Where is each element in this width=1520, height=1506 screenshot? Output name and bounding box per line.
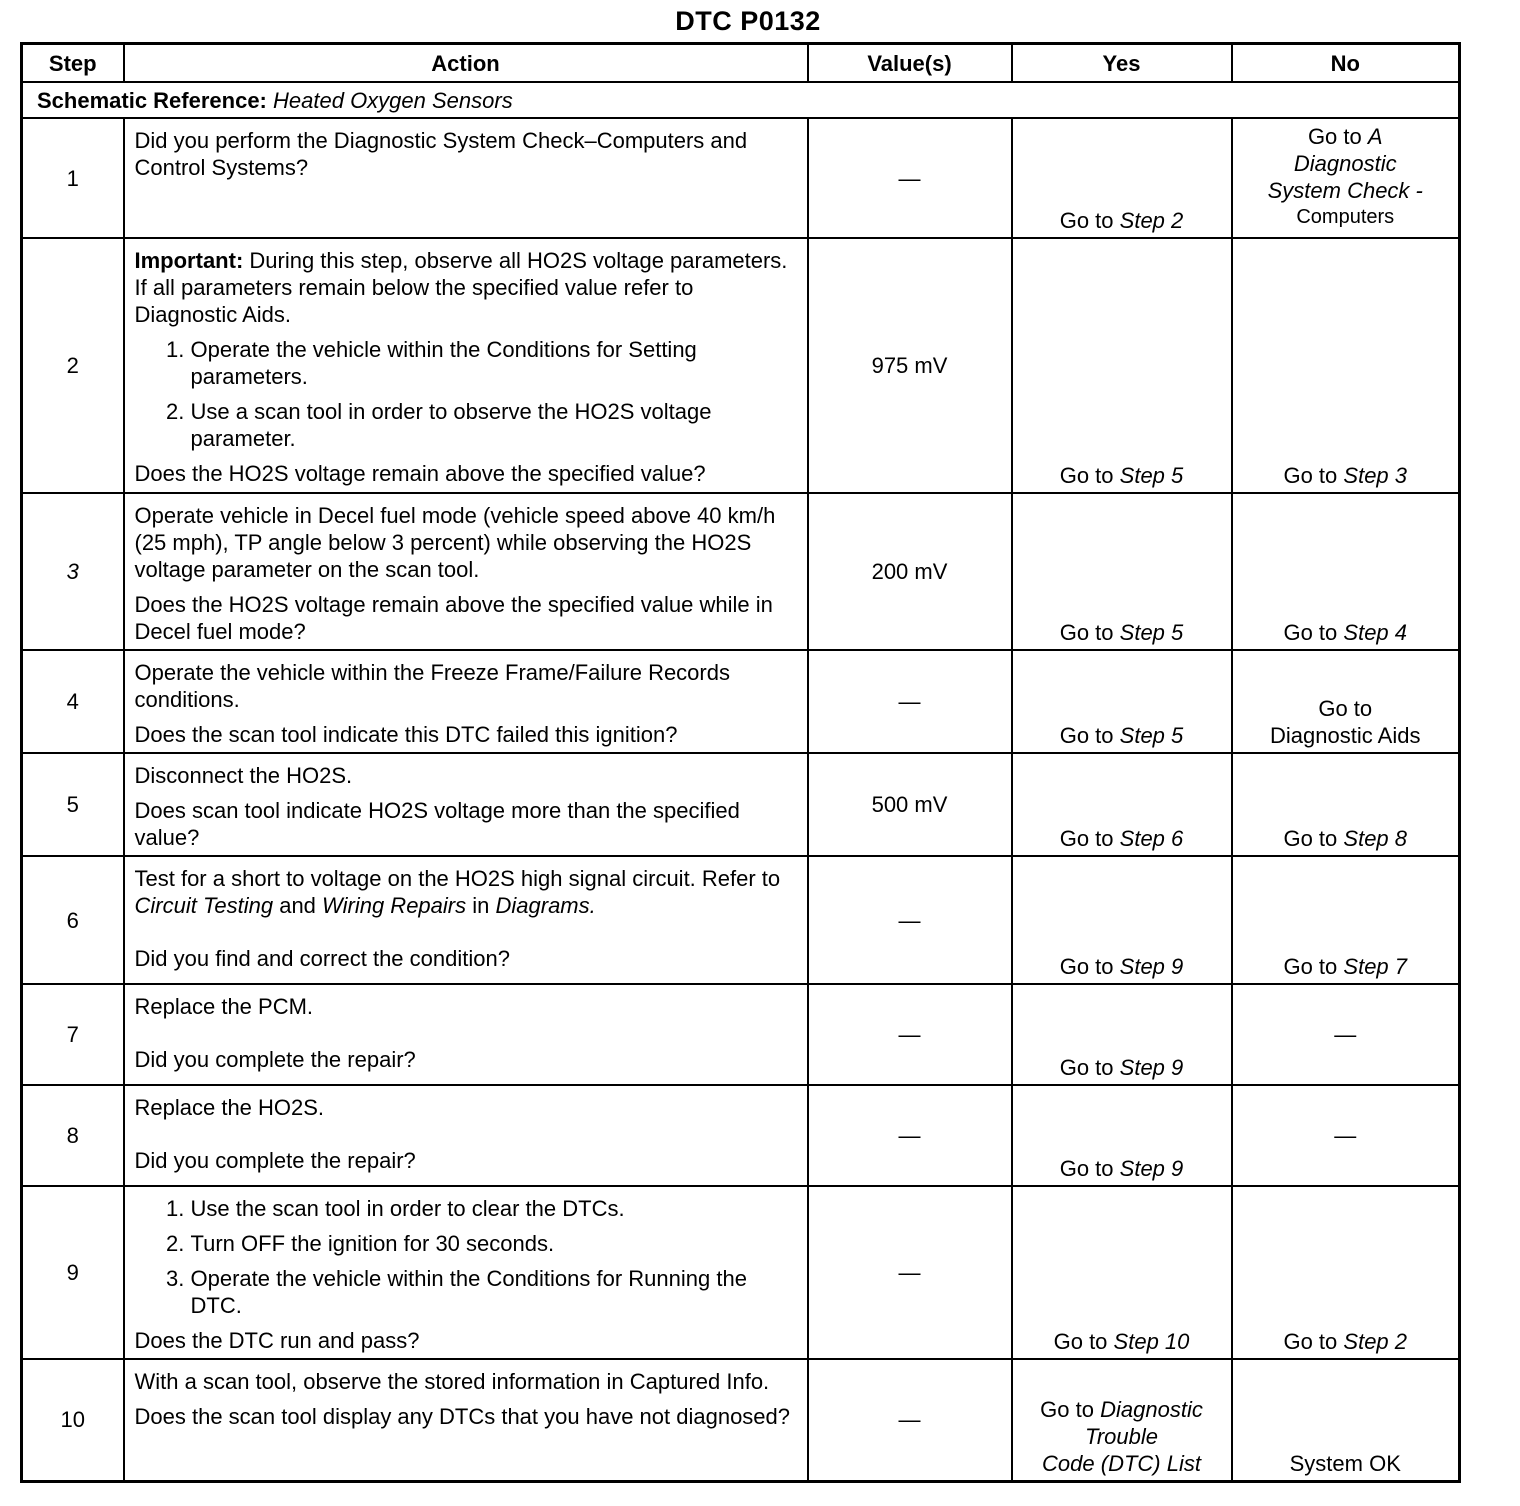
action-cell — [124, 650, 808, 753]
yes-cell — [1012, 1359, 1232, 1481]
yes-cell — [1012, 1085, 1232, 1186]
step-list — [135, 1195, 797, 1319]
no-ref: Diagnostic Aids — [1270, 723, 1421, 748]
value-cell: — — [808, 1359, 1012, 1481]
yes-cell — [1012, 493, 1232, 650]
value-cell: — — [808, 1085, 1012, 1186]
page-title: DTC P0132 — [675, 6, 821, 36]
action-text: Replace the PCM. — [134, 994, 314, 1019]
yes-ref-b: Trouble — [1085, 1423, 1158, 1449]
no-ref-a: A — [1367, 123, 1383, 149]
yes-cell — [1012, 753, 1232, 856]
action-cell — [124, 753, 808, 856]
action-cell — [124, 1085, 808, 1186]
step-link: Step 9 — [1119, 954, 1184, 979]
question-text: Does the HO2S voltage remain above the specified value? — [134, 461, 706, 486]
value-cell: 975 mV — [808, 238, 1012, 493]
value-cell: — — [808, 650, 1012, 753]
goto-text: Go to — [1307, 123, 1362, 149]
step-number: 8 — [22, 1085, 124, 1186]
no-line — [1233, 150, 1459, 177]
important-note — [135, 247, 797, 328]
yes-cell — [1012, 984, 1232, 1085]
step-number-text: 3 — [66, 559, 79, 584]
header-action: Action — [124, 44, 808, 83]
table-row — [22, 1359, 1460, 1481]
value-cell: 200 mV — [808, 493, 1012, 650]
step-link: Step 7 — [1343, 954, 1408, 979]
goto-text: Go to — [1040, 1396, 1094, 1422]
goto-text: Go to — [1059, 954, 1114, 979]
list-item: 2. Turn OFF the ignition for 30 seconds. — [191, 1230, 797, 1257]
step-number: 4 — [22, 650, 124, 753]
reference-diagrams: Diagrams. — [495, 893, 596, 918]
goto-text: Go to — [1059, 1055, 1114, 1080]
goto-text: Go to — [1283, 954, 1338, 979]
no-cell — [1232, 1186, 1460, 1359]
no-cell — [1232, 238, 1460, 493]
step-link: Step 2 — [1119, 208, 1184, 233]
step-list — [135, 336, 797, 452]
yes-line — [1013, 1423, 1231, 1450]
step-number: 1 — [22, 118, 124, 238]
header-no: No — [1232, 44, 1460, 83]
list-item: 1. Use the scan tool in order to clear the DTCs. — [191, 1195, 797, 1222]
list-item: 3. Operate the vehicle within the Conditions for Running the DTC. — [191, 1265, 797, 1319]
no-cell — [1232, 118, 1460, 238]
value-cell: — — [808, 118, 1012, 238]
step-number: 10 — [22, 1359, 124, 1481]
value-cell: — — [808, 984, 1012, 1085]
no-cell — [1232, 650, 1460, 753]
no-line — [1233, 177, 1459, 204]
action-cell — [124, 238, 808, 493]
goto-text: Go to — [1318, 696, 1373, 721]
action-text: With a scan tool, observe the stored information in Captured Info. — [134, 1369, 770, 1394]
table-row — [22, 1085, 1460, 1186]
schematic-value: Heated Oxygen Sensors — [273, 87, 513, 113]
no-ref-c: System Check - — [1267, 177, 1423, 203]
step-link: Step 8 — [1343, 826, 1408, 851]
step-link: Step 2 — [1343, 1329, 1408, 1354]
no-ref-d: Computers — [1296, 205, 1395, 228]
value-cell: — — [808, 856, 1012, 984]
table-row — [22, 984, 1460, 1085]
goto-text: Go to — [1283, 1329, 1338, 1354]
table-row — [22, 118, 1460, 238]
no-cell: — — [1232, 984, 1460, 1085]
step-link: Step 5 — [1119, 463, 1184, 488]
action-cell — [124, 856, 808, 984]
step-link: Step 9 — [1119, 1055, 1184, 1080]
question-text: Does the DTC run and pass? — [134, 1328, 420, 1353]
header-values: Value(s) — [808, 44, 1012, 83]
yes-cell — [1012, 118, 1232, 238]
important-text: During this step, observe all HO2S voltage parameters. If all parameters remain below the specified value refer to Diagnostic Aids. — [134, 248, 788, 327]
yes-cell — [1012, 856, 1232, 984]
schematic-reference — [22, 82, 1460, 118]
step-number: 6 — [22, 856, 124, 984]
diagnostic-table — [20, 42, 1461, 1483]
value-cell: — — [808, 1186, 1012, 1359]
goto-text: Go to — [1283, 620, 1338, 645]
action-cell — [124, 118, 808, 238]
table-row — [22, 493, 1460, 650]
yes-ref-a: Diagnostic — [1100, 1396, 1203, 1422]
no-cell: System OK — [1232, 1359, 1460, 1481]
question-text: Did you complete the repair? — [134, 1148, 416, 1173]
no-line — [1233, 123, 1459, 150]
action-part: and — [279, 893, 316, 918]
yes-ref-c: Code (DTC) List — [1042, 1450, 1201, 1476]
header-yes: Yes — [1012, 44, 1232, 83]
yes-cell — [1012, 650, 1232, 753]
question-text: Does scan tool indicate HO2S voltage more than the specified value? — [134, 798, 740, 850]
action-cell — [124, 1186, 808, 1359]
step-number: 9 — [22, 1186, 124, 1359]
goto-text: Go to — [1059, 463, 1114, 488]
header-row — [22, 44, 1460, 83]
list-item: 1. Operate the vehicle within the Conditions for Setting parameters. — [191, 336, 797, 390]
step-number — [22, 493, 124, 650]
important-label: Important: — [134, 248, 244, 273]
goto-text: Go to — [1059, 723, 1114, 748]
yes-line — [1013, 1396, 1231, 1423]
step-link: Step 6 — [1119, 826, 1184, 851]
question-text: Did you complete the repair? — [134, 1047, 416, 1072]
reference-wiring-repairs: Wiring Repairs — [322, 893, 467, 918]
action-cell — [124, 1359, 808, 1481]
question-text: Does the scan tool indicate this DTC failed this ignition? — [134, 722, 678, 747]
step-link: Step 10 — [1113, 1329, 1190, 1354]
schematic-label: Schematic Reference: — [37, 87, 267, 113]
action-part: Test for a short to voltage on the HO2S high signal circuit. Refer to — [134, 866, 781, 891]
reference-circuit-testing: Circuit Testing — [134, 893, 274, 918]
goto-text: Go to — [1059, 620, 1114, 645]
action-cell — [124, 984, 808, 1085]
goto-text: Go to — [1059, 826, 1114, 851]
action-text: Did you perform the Diagnostic System Check–Computers and Control Systems? — [134, 128, 748, 180]
yes-cell — [1012, 1186, 1232, 1359]
step-number: 2 — [22, 238, 124, 493]
value-cell: 500 mV — [808, 753, 1012, 856]
action-text: Disconnect the HO2S. — [134, 763, 353, 788]
no-line — [1233, 204, 1459, 231]
question-text: Does the scan tool display any DTCs that you have not diagnosed? — [134, 1404, 791, 1429]
schematic-row — [22, 82, 1460, 118]
step-number: 7 — [22, 984, 124, 1085]
table-row — [22, 856, 1460, 984]
question-text: Did you find and correct the condition? — [134, 946, 510, 971]
step-number: 5 — [22, 753, 124, 856]
step-link: Step 5 — [1119, 723, 1184, 748]
step-link: Step 9 — [1119, 1156, 1184, 1181]
list-item: 2. Use a scan tool in order to observe the HO2S voltage parameter. — [191, 398, 797, 452]
yes-cell — [1012, 238, 1232, 493]
no-cell — [1232, 856, 1460, 984]
table-row — [22, 238, 1460, 493]
table-row — [22, 650, 1460, 753]
goto-text: Go to — [1283, 463, 1338, 488]
no-cell — [1232, 753, 1460, 856]
step-link: Step 4 — [1343, 620, 1408, 645]
goto-text: Go to — [1053, 1329, 1108, 1354]
goto-text: Go to — [1283, 826, 1338, 851]
step-link: Step 5 — [1119, 620, 1184, 645]
action-cell — [124, 493, 808, 650]
action-part: in — [472, 893, 490, 918]
no-ref-b: Diagnostic — [1293, 150, 1397, 176]
no-cell: — — [1232, 1085, 1460, 1186]
action-text — [135, 865, 797, 919]
action-text: Replace the HO2S. — [134, 1095, 325, 1120]
table-row — [22, 753, 1460, 856]
goto-text: Go to — [1059, 208, 1114, 233]
step-link: Step 3 — [1343, 463, 1408, 488]
question-text: Does the HO2S voltage remain above the specified value while in Decel fuel mode? — [134, 592, 773, 644]
table-row — [22, 1186, 1460, 1359]
goto-text: Go to — [1059, 1156, 1114, 1181]
header-step: Step — [22, 44, 124, 83]
action-text: Operate the vehicle within the Freeze Frame/Failure Records conditions. — [134, 660, 730, 712]
action-text: Operate vehicle in Decel fuel mode (vehicle speed above 40 km/h (25 mph), TP angle below 3 percent) while observing the HO2S voltage parameter on the scan tool. — [134, 503, 776, 582]
yes-line — [1013, 1450, 1231, 1477]
no-cell — [1232, 493, 1460, 650]
